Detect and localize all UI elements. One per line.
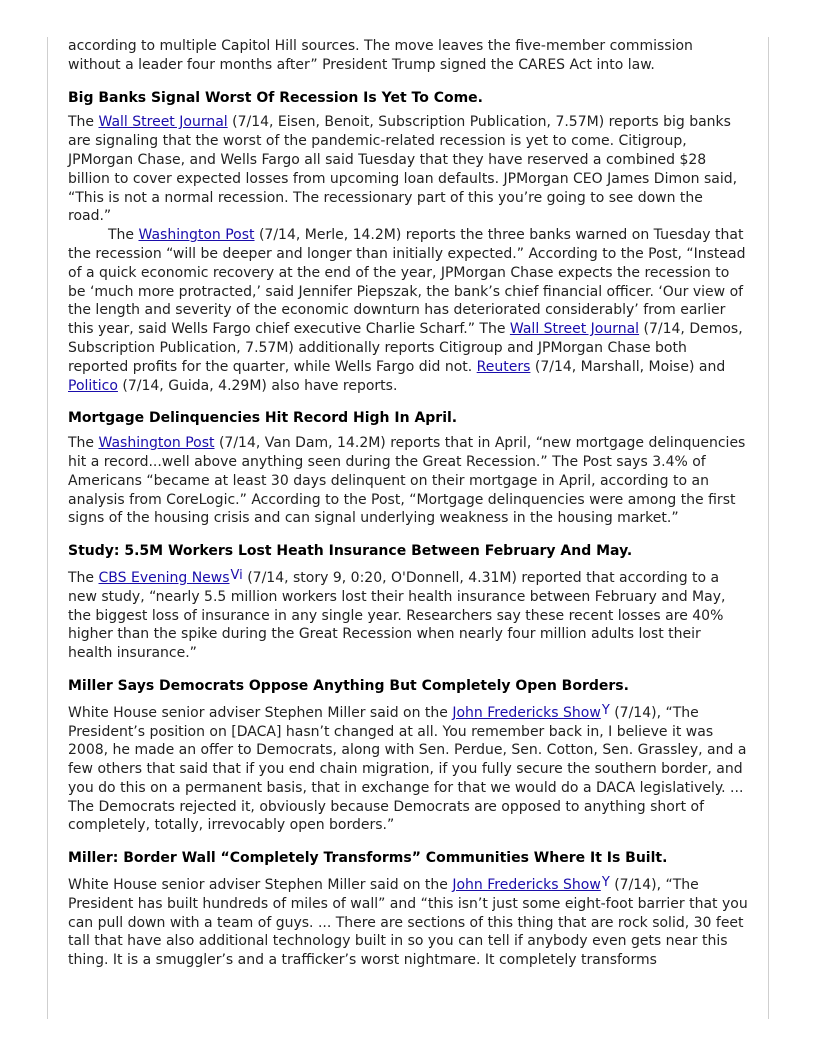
politico-link[interactable]: Politico xyxy=(68,377,118,394)
banks-paragraph-2: The Washington Post (7/14, Merle, 14.2M) reports the three banks warned on Tuesday that the recession “will be deeper and longer than initially expected.” According to the Post, “Instead of a quick economic recovery at the end of the year, JPMorgan Chase expects the recession to be ‘much more protracted,’ said Jennifer Piepszak, the bank’s chief financial officer. ‘Our view of the length and severity of the economic downturn has deteriorated considerably’ from earlier this year, said Wells Fargo chief executive Charlie Scharf.” The Wall Street Journal (7/14, Demos, Subscription Publication, 7.57M) additionally reports Citigroup and JPMorgan Chase both reported profits for the quarter, while Wells Fargo did not. Reuters (7/14, Marshall, Moise) and Politico (7/14, Guida, 4.29M) also have reports. xyxy=(68,227,746,394)
banks-heading: Big Banks Signal Worst Of Recession Is Yet To Come. xyxy=(68,89,483,106)
wall-paragraph: White House senior adviser Stephen Miller said on the John Fredericks ShowY (7/14), “The President has built hundreds of miles of wall” and “this isn’t just some eight-foot barrier that you can pull down with a team of guys. ... There are sections of this thing that are rock solid, 30 feet tall that have also additional technology built in so you can tell if anybody even gets near this thing. It is a smuggler’s and a trafficker’s worst nightmare. It completely transforms xyxy=(68,875,748,969)
john-fredericks-show-link[interactable]: John Fredericks Show xyxy=(452,704,601,721)
intro-paragraph: according to multiple Capitol Hill sources. The move leaves the five-member commission without a leader four months after” President Trump signed the CARES Act into law. xyxy=(68,38,693,73)
washington-post-link[interactable]: Washington Post xyxy=(138,227,255,244)
wsj-link[interactable]: Wall Street Journal xyxy=(98,114,228,131)
banks-paragraph-1: The Wall Street Journal (7/14, Eisen, Benoit, Subscription Publication, 7.57M) reports big banks are signaling that the worst of the pandemic-related recession is yet to come. Citigroup, JPMorgan Chase, and Wells Fargo all said Tuesday that they have reserved a combined $28 billion to cover expected losses from upcoming loan defaults. JPMorgan CEO James Dimon said, “This is not a normal recession. The recessionary part of this you’re going to see down the road.” xyxy=(68,114,738,225)
john-fredericks-show-link-2[interactable]: John Fredericks Show xyxy=(452,877,601,894)
wall-heading: Miller: Border Wall “Completely Transforms” Communities Where It Is Built. xyxy=(68,850,668,867)
cbs-evening-news-link[interactable]: CBS Evening News xyxy=(98,569,230,586)
daca-heading: Miller Says Democrats Oppose Anything But Completely Open Borders. xyxy=(68,677,629,694)
video-marker-icon[interactable]: Vi xyxy=(230,567,243,583)
reuters-link[interactable]: Reuters xyxy=(476,358,531,375)
washington-post-mortgage-link[interactable]: Washington Post xyxy=(98,435,215,452)
mortgage-paragraph: The Washington Post (7/14, Van Dam, 14.2M) reports that in April, “new mortgage delinquencies hit a record...well above anything seen during the Great Recession.” The Post says 3.4% of Americans “became at least 30 days delinquent on their mortgage in April, according to an analysis from CoreLogic.” According to the Post, “Mortgage delinquencies were among the first signs of the housing crisis and can signal underlying weakness in the housing market.” xyxy=(68,435,746,527)
radio-marker-icon[interactable]: Y xyxy=(601,702,610,718)
insurance-heading: Study: 5.5M Workers Lost Heath Insurance Between February And May. xyxy=(68,543,633,560)
left-margin-rule xyxy=(47,37,48,1019)
radio-marker-icon-2[interactable]: Y xyxy=(601,875,610,891)
document-page xyxy=(68,37,748,970)
wsj-link-2[interactable]: Wall Street Journal xyxy=(509,321,640,338)
mortgage-heading: Mortgage Delinquencies Hit Record High In April. xyxy=(68,410,458,427)
insurance-paragraph: The CBS Evening NewsVi (7/14, story 9, 0:20, O'Donnell, 4.31M) reported that according to a new study, “nearly 5.5 million workers lost their health insurance between February and May, the biggest loss of insurance in any single year. Researchers say these recent losses are 40% higher than the spike during the Great Recession when nearly four million adults lost their health insurance.” xyxy=(68,567,726,662)
right-margin-rule xyxy=(768,37,769,1019)
daca-paragraph: White House senior adviser Stephen Miller said on the John Fredericks ShowY (7/14), “The President’s position on [DACA] hasn’t changed at all. You remember back in, I believe it was 2008, he made an offer to Democrats, along with Sen. Perdue, Sen. Cotton, Sen. Grassley, and a few others that said that if you end chain migration, if you fully secure the southern border, and you do this on a permanent basis, that in exchange for that we would do a DACA legislatively. ... The Democrats rejected it, obviously because Democrats are opposed to anything short of completely, totally, irrevocably open borders.” xyxy=(68,702,747,834)
